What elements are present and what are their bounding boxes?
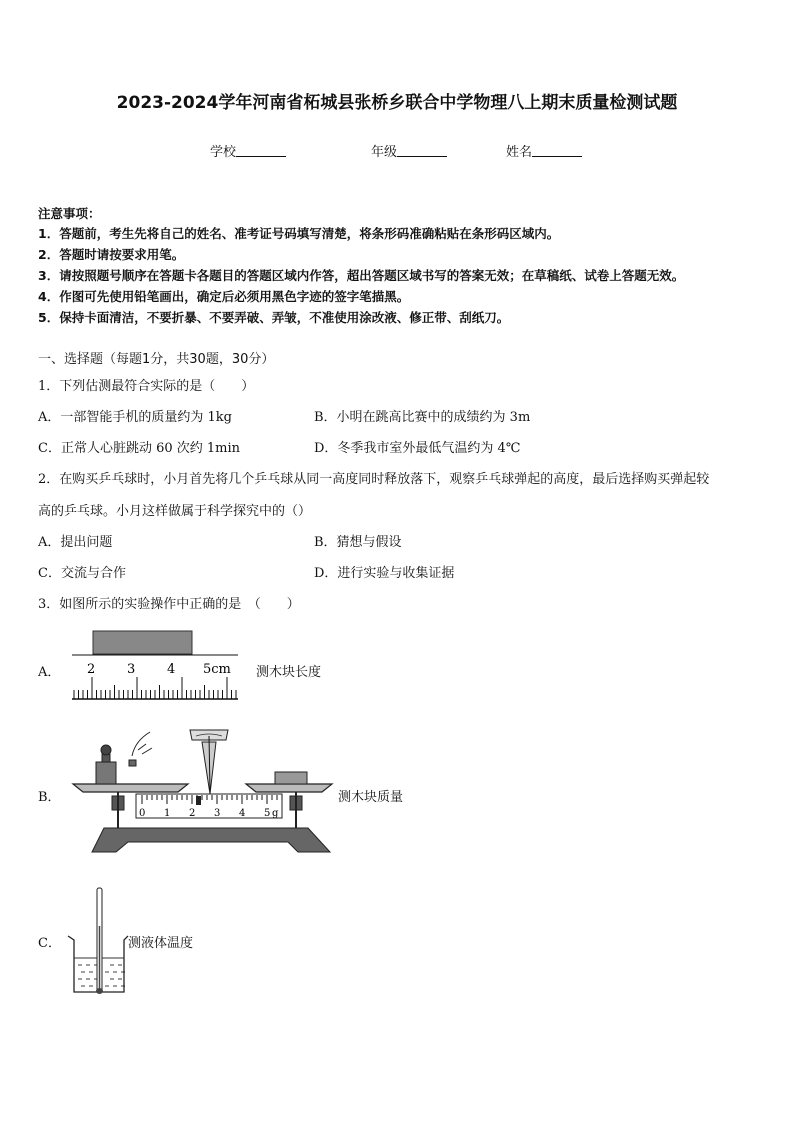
question-3-option-c-label[interactable]: C． [38,936,61,951]
thermometer-figure [64,886,130,998]
name-field [506,141,582,160]
name-label: 姓名 [506,145,533,160]
question-2-option-d[interactable]: D．进行实验与收集证据 [314,566,455,581]
note-item: 2．答题时请按要求用笔。 [38,247,185,262]
question-1-option-c[interactable]: C．正常人心脏跳动 60 次约 1min [38,441,241,456]
rider [196,796,201,805]
ruler-tick-label: 3 [127,662,136,677]
name-blank[interactable] [532,144,582,157]
wood-block [275,772,307,784]
balance-base [92,828,330,852]
beam-tick-label: 4 [239,808,246,819]
question-1-option-a[interactable]: A．一部智能手机的质量约为 1kg [38,410,232,425]
question-2-stem-line-1: 2．在购买乒乓球时，小月首先将几个乒乓球从同一高度同时释放落下，观察乒乓球弹起的高度，最后选择购买弹起较 [38,472,710,487]
section-heading: 一、选择题（每题1分，共30题，30分） [38,352,275,367]
question-2-stem-line-2: 高的乒乓球。小月这样做属于科学探究中的（） [38,504,312,519]
beam-tick-label: 1 [164,808,171,819]
wood-block [93,631,192,654]
notes-heading: 注意事项： [38,206,101,221]
note-item: 3．请按照题号顺序在答题卡各题目的答题区域内作答，超出答题区域书写的答案无效；在草稿纸、试卷上答题无效。 [38,268,685,283]
beam-tick-label: 3 [214,808,221,819]
hand-with-fingers [132,732,152,756]
beam-tick-label: 0 [139,808,146,819]
question-1-stem: 1．下列估测最符合实际的是（ ） [38,379,255,394]
beam-tick-label: 2 [189,808,196,819]
ruler-tick-label: 5cm [203,662,231,677]
beam-unit-label: g [272,808,279,819]
ruler-ticks [74,677,236,699]
question-3-option-c-caption: 测液体温度 [128,936,194,951]
weight-body [96,762,116,784]
ruler-figure [60,628,260,706]
right-pan [246,784,332,792]
grade-label: 年级 [371,145,398,160]
weight-knob [101,745,111,755]
school-label: 学校 [210,145,237,160]
question-3-stem: 3．如图所示的实验操作中正确的是 （ ） [38,597,300,612]
ruler-tick-label: 2 [87,662,96,677]
school-blank[interactable] [236,144,286,157]
exam-title: 2023-2024学年河南省柘城县张桥乡联合中学物理八上期末质量检测试题 [116,93,678,113]
grade-blank[interactable] [397,144,447,157]
beam-tick-label: 5 [264,808,271,819]
thermometer-bulb [96,988,103,994]
school-field [210,141,286,160]
beam-scale [136,794,282,818]
question-2-option-c[interactable]: C．交流与合作 [38,566,126,581]
question-1-option-b[interactable]: B．小明在跳高比赛中的成绩约为 3m [314,410,531,425]
note-item: 5．保持卡面清洁，不要折暴、不要弄破、弄皱，不准使用涂改液、修正带、刮纸刀。 [38,310,510,325]
note-item: 1．答题前，考生先将自己的姓名、准考证号码填写清楚，将条形码准确粘贴在条形码区域内。 [38,226,560,241]
question-3-option-b-label[interactable]: B． [38,790,61,805]
note-item: 4．作图可先使用铅笔画出，确定后必须用黑色字迹的签字笔描黑。 [38,289,410,304]
question-1-option-d[interactable]: D．冬季我市室外最低气温约为 4℃ [314,441,521,456]
ruler-tick-label: 4 [167,662,176,677]
left-pan [73,784,188,792]
grade-field [371,141,447,160]
question-3-option-b-caption: 测木块质量 [338,790,404,805]
balance-figure [68,728,340,860]
question-3-option-a-label[interactable]: A． [38,665,61,680]
question-3-option-a-caption: 测木块长度 [256,665,322,680]
question-2-option-a[interactable]: A．提出问题 [38,535,113,550]
question-2-option-b[interactable]: B．猜想与假设 [314,535,402,550]
small-weight [129,760,136,766]
